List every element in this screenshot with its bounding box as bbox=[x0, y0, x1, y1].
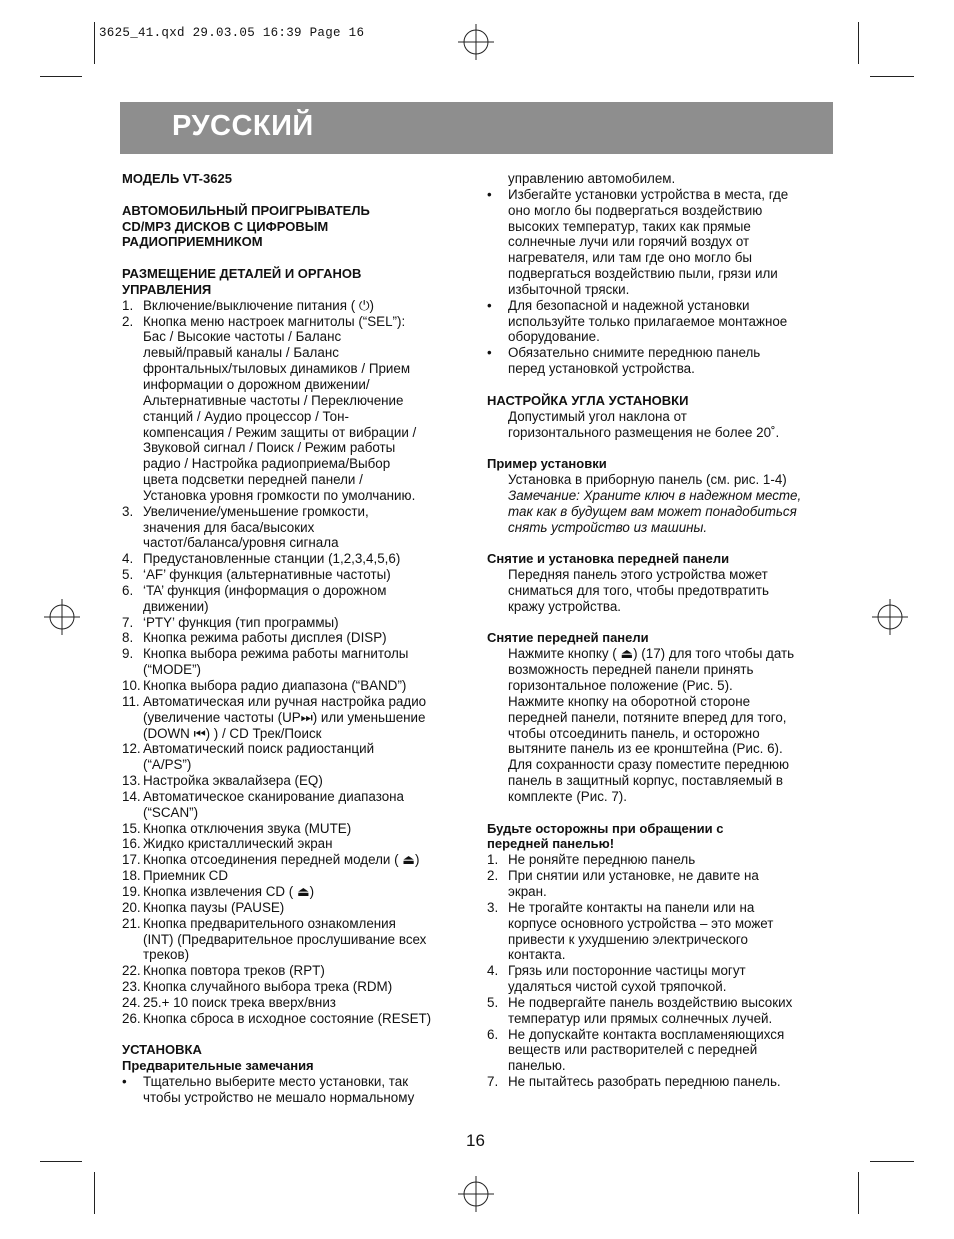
product-title-line: АВТОМОБИЛЬНЫЙ ПРОИГРЫВАТЕЛЬ bbox=[122, 202, 370, 218]
list-number: 4. bbox=[487, 963, 499, 979]
list-item-line: Кнопка режима работы дисплея (DISP) bbox=[143, 630, 387, 646]
controls-heading: РАЗМЕЩЕНИЕ ДЕТАЛЕЙ И ОРГАНОВ bbox=[122, 266, 362, 282]
list-item bbox=[122, 646, 472, 678]
example-note: так как в будущем вам может понадобиться bbox=[508, 503, 797, 519]
list-item-line: Обязательно снимите переднюю панель bbox=[508, 345, 761, 361]
list-item-line: веществ или растворителей с передней bbox=[508, 1042, 758, 1058]
list-item-line: подвергаться воздействию пыли, грязи или bbox=[508, 266, 778, 282]
list-item-line: Тщательно выберите место установки, так bbox=[143, 1074, 409, 1090]
list-number: 1. bbox=[487, 852, 499, 868]
list-item-line: Включение/выключение питания ( ⏻) bbox=[143, 297, 374, 313]
remove-text-line: Нажмите кнопку на оборотной стороне bbox=[508, 693, 751, 709]
language-banner bbox=[120, 102, 833, 154]
list-item bbox=[122, 741, 472, 773]
list-number: 18. bbox=[122, 868, 141, 884]
list-item-line: ‘PTY’ функция (тип программы) bbox=[143, 614, 339, 630]
list-item-line: Звуковой сигнал / Поиск / Режим работы bbox=[143, 440, 396, 456]
list-item bbox=[122, 900, 472, 916]
remove-text-line: возможность передней панели принять bbox=[508, 662, 754, 678]
list-item-line: Кнопка повтора треков (RPT) bbox=[143, 963, 325, 979]
crop-mark bbox=[858, 1172, 859, 1214]
crop-mark bbox=[94, 22, 95, 64]
remove-text-line: чтобы отсоединить панель, и осторожно bbox=[508, 725, 760, 741]
list-number: 4. bbox=[122, 551, 134, 567]
careful-heading: передней панелью! bbox=[487, 836, 615, 852]
list-number: 2. bbox=[122, 313, 134, 329]
example-text: Установка в приборную панель (см. рис. 1-4) bbox=[508, 472, 787, 488]
list-item-line: Кнопка отсоединения передней модели ( ⏏) bbox=[143, 852, 420, 868]
list-number: 19. bbox=[122, 883, 141, 899]
list-item-line: Не пытайтесь разобрать переднюю панель. bbox=[508, 1074, 781, 1090]
list-number: 6. bbox=[487, 1026, 499, 1042]
list-item-line: При снятии или установке, не давите на bbox=[508, 868, 759, 884]
list-item-line: Автоматическая или ручная настройка радио bbox=[143, 693, 427, 709]
controls-list bbox=[122, 298, 472, 1027]
continuation-line: управлению автомобилем. bbox=[508, 171, 676, 186]
list-item bbox=[122, 551, 472, 567]
list-item bbox=[122, 963, 472, 979]
list-item-line: экран. bbox=[508, 883, 547, 899]
list-item-line: цвета подсветки передней панели / bbox=[143, 472, 363, 488]
remove-heading: Снятие передней панели bbox=[487, 630, 649, 646]
list-item-line: Не подвергайте панель воздействию высоких bbox=[508, 994, 793, 1010]
list-item-line: Кнопка отключения звука (MUTE) bbox=[143, 820, 352, 836]
list-number: 15. bbox=[122, 820, 141, 836]
list-item bbox=[122, 694, 472, 742]
registration-mark-right bbox=[872, 599, 908, 635]
list-item-line: корпусе основного устройства – это может bbox=[508, 915, 774, 931]
list-item-line: (“MODE”) bbox=[143, 662, 202, 678]
list-item-line: ‘TA’ функция (информация о дорожном bbox=[143, 582, 387, 598]
remove-text-line: Для сохранности сразу поместите переднюю bbox=[508, 757, 790, 773]
list-number: 8. bbox=[122, 630, 134, 646]
list-item-line: оборудование. bbox=[508, 329, 600, 345]
list-item bbox=[122, 995, 472, 1011]
crop-mark bbox=[40, 1161, 82, 1162]
list-item bbox=[487, 187, 832, 298]
crop-mark bbox=[870, 76, 914, 77]
list-number: 7. bbox=[487, 1074, 499, 1090]
list-item-line: панелью. bbox=[508, 1058, 566, 1074]
list-item-line: Альтернативные частоты / Переключение bbox=[143, 392, 404, 408]
list-item-line: фронтальных/тыловых динамиков / Прием bbox=[143, 361, 411, 377]
list-item-line: левый/правый каналы / Баланс bbox=[143, 345, 339, 361]
left-column bbox=[122, 171, 472, 1106]
list-item-line: (INT) (Предварительное прослушивание всех bbox=[143, 931, 427, 947]
example-heading: Пример установки bbox=[487, 456, 607, 472]
list-item-line: Не трогайте контакты на панели или на bbox=[508, 899, 755, 915]
list-item bbox=[122, 567, 472, 583]
list-item-line: радио / Настройка радиоприема/Выбор bbox=[143, 456, 391, 472]
remove-text-line: горизонтальное положение (Рис. 5). bbox=[508, 678, 733, 693]
list-item bbox=[122, 678, 472, 694]
careful-heading: Будьте осторожны при обращении с bbox=[487, 820, 724, 836]
list-item bbox=[122, 615, 472, 631]
list-item-line: привести к ухудшению электрического bbox=[508, 931, 748, 947]
careful-list bbox=[487, 852, 832, 1090]
list-item-line: информации о дорожном движении/ bbox=[143, 376, 370, 392]
list-item-line: используйте только прилагаемое монтажное bbox=[508, 313, 788, 329]
list-item-line: 25.+ 10 поиск трека вверх/вниз bbox=[143, 994, 336, 1010]
list-item-line: ‘AF’ функция (альтернативные частоты) bbox=[143, 567, 391, 583]
list-item-line: частот/баланса/уровня сигнала bbox=[143, 535, 339, 551]
install-bullets bbox=[487, 187, 832, 377]
example-note: Замечание: Храните ключ в надежном месте, bbox=[508, 487, 802, 503]
list-item-line: Кнопка паузы (PAUSE) bbox=[143, 899, 285, 915]
list-number: 6. bbox=[122, 582, 134, 598]
file-slug: 3625_41.qxd 29.03.05 16:39 Page 16 bbox=[99, 26, 365, 40]
list-item-line: Настройка эквалайзера (EQ) bbox=[143, 773, 323, 789]
list-item-line: Кнопка предварительного ознакомления bbox=[143, 915, 396, 931]
angle-heading: НАСТРОЙКА УГЛА УСТАНОВКИ bbox=[487, 392, 689, 408]
remove-text-line: Нажмите кнопку ( ⏏) (17) для того чтобы дать bbox=[508, 646, 795, 662]
list-item bbox=[122, 979, 472, 995]
list-item-line: треков) bbox=[143, 947, 190, 963]
panel-text: кражу устройства. bbox=[508, 598, 621, 614]
bullet: • bbox=[122, 1074, 127, 1090]
list-item-line: (“A/PS”) bbox=[143, 757, 192, 773]
list-number: 22. bbox=[122, 963, 141, 979]
list-item bbox=[487, 1074, 832, 1090]
list-item-line: солнечные лучи или горячий воздух от bbox=[508, 234, 750, 250]
list-number: 10. bbox=[122, 678, 141, 693]
registration-mark-left bbox=[44, 599, 80, 635]
list-number: 3. bbox=[487, 899, 499, 915]
list-item-line: компенсация / Режим защиты от вибрации / bbox=[143, 424, 417, 440]
banner-title: РУССКИЙ bbox=[172, 110, 314, 142]
list-item-line: (“SCAN”) bbox=[143, 804, 199, 820]
list-item-line: Кнопка выбора режима работы магнитолы bbox=[143, 646, 409, 662]
list-number: 11. bbox=[122, 693, 140, 709]
list-number: 20. bbox=[122, 899, 141, 915]
list-number: 5. bbox=[487, 994, 499, 1010]
list-item-line: Кнопка меню настроек магнитолы (“SEL”): bbox=[143, 313, 406, 329]
list-number: 26. bbox=[122, 1010, 141, 1026]
list-item-line: Не роняйте переднюю панель bbox=[508, 852, 696, 868]
list-number: 5. bbox=[122, 567, 134, 583]
panel-text: Передняя панель этого устройства может bbox=[508, 567, 768, 583]
list-item bbox=[122, 298, 472, 314]
list-number: 16. bbox=[122, 836, 141, 852]
list-item-line: Кнопка извлечения CD ( ⏏) bbox=[143, 883, 315, 899]
list-item-line: Установка уровня громкости по умолчанию. bbox=[143, 487, 416, 503]
crop-mark bbox=[870, 1161, 914, 1162]
crop-mark bbox=[94, 1172, 95, 1214]
list-number: 21. bbox=[122, 915, 141, 931]
list-item bbox=[122, 1011, 472, 1027]
list-item bbox=[122, 504, 472, 552]
list-item-line: температур или прямых солнечных лучей. bbox=[508, 1010, 773, 1026]
list-item bbox=[122, 773, 472, 789]
list-item-line: Избегайте установки устройства в места, где bbox=[508, 186, 789, 202]
right-column bbox=[487, 171, 832, 1090]
list-item-line: высоких температур, таких как прямые bbox=[508, 218, 751, 234]
list-item-line: Бас / Высокие частоты / Баланс bbox=[143, 329, 342, 345]
install-heading: УСТАНОВКА bbox=[122, 1042, 202, 1058]
list-item-line: Жидко кристаллический экран bbox=[143, 836, 333, 852]
angle-text: горизонтального размещения не более 20˚. bbox=[508, 424, 780, 440]
list-item-line: Автоматический поиск радиостанций bbox=[143, 741, 375, 757]
remove-text-line: вытяните панель из ее кронштейна (Рис. 6). bbox=[508, 741, 783, 757]
crop-mark bbox=[858, 22, 859, 64]
angle-text: Допустимый угол наклона от bbox=[508, 408, 687, 424]
list-item bbox=[487, 298, 832, 346]
list-item-line: Увеличение/уменьшение громкости, bbox=[143, 503, 369, 519]
list-item bbox=[122, 314, 472, 504]
list-number: • bbox=[487, 186, 492, 202]
list-item bbox=[122, 789, 472, 821]
list-item bbox=[487, 852, 832, 868]
list-number: 23. bbox=[122, 979, 141, 995]
registration-mark-bottom bbox=[458, 1176, 494, 1212]
list-item-line: Предустановленные станции (1,2,3,4,5,6) bbox=[143, 551, 401, 567]
list-item-line: избыточной тряски. bbox=[508, 281, 630, 297]
list-number: 24. bbox=[122, 994, 141, 1010]
list-item-line: Кнопка сброса в исходное состояние (RESET) bbox=[143, 1010, 432, 1026]
list-item bbox=[122, 868, 472, 884]
list-item bbox=[122, 630, 472, 646]
list-number: 13. bbox=[122, 773, 141, 789]
list-item-line: Кнопка случайного выбора трека (RDM) bbox=[143, 979, 393, 995]
list-number: 9. bbox=[122, 646, 134, 662]
list-item bbox=[122, 852, 472, 868]
list-item bbox=[487, 995, 832, 1027]
list-item-line: движении) bbox=[143, 598, 209, 614]
list-number: 12. bbox=[122, 741, 141, 757]
list-item bbox=[122, 1074, 472, 1106]
list-item-line: нагревателя, или там где оно могло бы bbox=[508, 250, 753, 266]
list-item bbox=[122, 884, 472, 900]
product-title-line: РАДИОПРИЕМНИКОМ bbox=[122, 234, 263, 250]
crop-mark bbox=[40, 76, 82, 77]
controls-heading: УПРАВЛЕНИЯ bbox=[122, 281, 212, 297]
remove-text-line: комплекте (Рис. 7). bbox=[508, 788, 627, 804]
prelim-heading: Предварительные замечания bbox=[122, 1058, 314, 1074]
list-item-line: Приемник CD bbox=[143, 868, 228, 884]
list-item-line: перед установкой устройства. bbox=[508, 361, 695, 377]
remove-text-line: панель в защитный корпус, поставляемый в bbox=[508, 773, 783, 789]
list-item bbox=[122, 836, 472, 852]
list-item bbox=[487, 963, 832, 995]
list-number: 7. bbox=[122, 614, 134, 630]
list-item-line: значения для баса/высоких bbox=[143, 519, 315, 535]
list-item-line: Грязь или посторонние частицы могут bbox=[508, 963, 746, 979]
list-item-line: удаляться чистой сухой тряпочкой. bbox=[508, 979, 727, 995]
list-item bbox=[122, 583, 472, 615]
example-note: снять устройство из машины. bbox=[508, 519, 708, 535]
list-item bbox=[487, 868, 832, 900]
list-number: 17. bbox=[122, 852, 141, 868]
product-title-line: CD/MP3 ДИСКОВ С ЦИФРОВЫМ bbox=[122, 218, 329, 234]
list-item-line: Для безопасной и надежной установки bbox=[508, 297, 750, 313]
list-number: • bbox=[487, 345, 492, 361]
remove-text-line: передней панели, потяните вперед для того, bbox=[508, 709, 787, 725]
registration-mark-top bbox=[458, 24, 494, 60]
page-number: 16 bbox=[466, 1131, 485, 1150]
list-item bbox=[122, 916, 472, 964]
panel-heading: Снятие и установка передней панели bbox=[487, 551, 730, 567]
list-number: • bbox=[487, 297, 492, 313]
list-item-line: (увеличение частоты (UP⏭) или уменьшение bbox=[143, 709, 426, 725]
list-number: 1. bbox=[122, 297, 134, 313]
list-item-line: (DOWN ⏮) ) / CD Трек/Поиск bbox=[143, 725, 322, 741]
model-heading: МОДЕЛЬ VT-3625 bbox=[122, 171, 232, 186]
remove-text bbox=[487, 646, 832, 804]
list-item-line: Автоматическое сканирование диапазона bbox=[143, 788, 404, 804]
list-item bbox=[487, 345, 832, 377]
list-item-line: Кнопка выбора радио диапазона (“BAND”) bbox=[143, 678, 407, 693]
list-item bbox=[487, 900, 832, 963]
list-item-line: контакта. bbox=[508, 947, 566, 963]
list-item bbox=[122, 821, 472, 837]
list-item-line: станций / Аудио процессор / Тон- bbox=[143, 408, 349, 424]
list-item-line: Не допускайте контакта воспламеняющихся bbox=[508, 1026, 785, 1042]
list-number: 3. bbox=[122, 503, 134, 519]
list-item bbox=[487, 1027, 832, 1075]
list-item-line: чтобы устройство не мешало нормальному bbox=[143, 1089, 415, 1105]
panel-text: сниматься для того, чтобы предотвратить bbox=[508, 582, 770, 598]
list-number: 2. bbox=[487, 868, 499, 884]
list-item-line: оно могло бы подвергаться воздействию bbox=[508, 202, 763, 218]
list-number: 14. bbox=[122, 788, 141, 804]
